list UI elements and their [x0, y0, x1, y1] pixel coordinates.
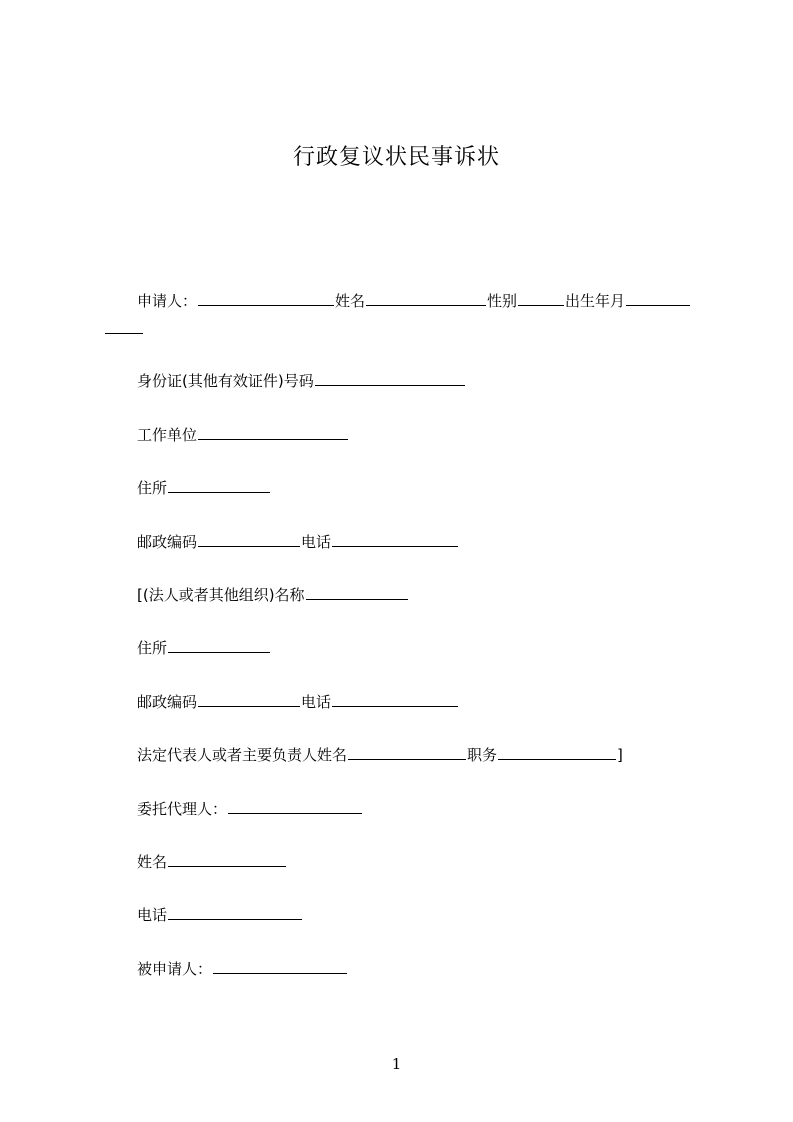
agent-name-line — [137, 852, 287, 872]
agent-phone-line — [137, 905, 303, 925]
postcode-label: 邮政编码 — [137, 533, 198, 551]
org-name-line — [137, 585, 409, 605]
birth-blank[interactable] — [626, 291, 690, 306]
org-postcode-blank[interactable] — [198, 692, 300, 707]
address-line — [137, 478, 271, 498]
applicant-blank[interactable] — [198, 291, 334, 306]
name-label: 姓名 — [335, 292, 366, 310]
id-blank[interactable] — [315, 371, 465, 386]
work-unit-label: 工作单位 — [137, 426, 198, 444]
birth-blank-continued[interactable] — [105, 319, 143, 334]
respondent-line — [137, 959, 348, 979]
org-address-label: 住所 — [137, 639, 168, 657]
agent-blank[interactable] — [228, 799, 362, 814]
org-name-blank[interactable] — [306, 585, 408, 600]
org-postcode-label: 邮政编码 — [137, 693, 198, 711]
address-blank[interactable] — [168, 478, 270, 493]
document-title: 行政复议状民事诉状 — [292, 145, 500, 170]
phone-blank[interactable] — [332, 532, 458, 547]
agent-phone-blank[interactable] — [168, 905, 302, 920]
applicant-label: 申请人： — [137, 292, 198, 310]
legal-rep-line — [137, 745, 623, 765]
birth-label: 出生年月 — [565, 292, 626, 310]
id-line — [137, 371, 466, 391]
org-phone-label: 电话 — [301, 693, 332, 711]
agent-phone-label: 电话 — [137, 906, 168, 924]
agent-line — [137, 799, 363, 819]
applicant-line — [137, 291, 691, 311]
respondent-blank[interactable] — [213, 959, 347, 974]
org-postcode-phone-line — [137, 692, 459, 712]
org-name-label: [(法人或者其他组织)名称 — [137, 586, 305, 604]
gender-blank[interactable] — [518, 291, 564, 306]
postcode-blank[interactable] — [198, 532, 300, 547]
closing-bracket: ] — [617, 746, 623, 764]
work-unit-blank[interactable] — [198, 425, 348, 440]
work-unit-line — [137, 425, 349, 445]
page-number: 1 — [391, 1055, 402, 1073]
phone-label: 电话 — [301, 533, 332, 551]
address-label: 住所 — [137, 479, 168, 497]
position-blank[interactable] — [498, 745, 616, 760]
legal-rep-label: 法定代表人或者主要负责人姓名 — [137, 746, 348, 764]
org-address-line — [137, 638, 271, 658]
legal-rep-blank[interactable] — [348, 745, 466, 760]
position-label: 职务 — [467, 746, 498, 764]
org-address-blank[interactable] — [168, 638, 270, 653]
agent-name-label: 姓名 — [137, 853, 168, 871]
agent-name-blank[interactable] — [168, 852, 286, 867]
id-label: 身份证(其他有效证件)号码 — [137, 372, 314, 390]
org-phone-blank[interactable] — [332, 692, 458, 707]
gender-label: 性别 — [487, 292, 518, 310]
respondent-label: 被申请人： — [137, 960, 213, 978]
name-blank[interactable] — [366, 291, 486, 306]
postcode-phone-line — [137, 532, 459, 552]
agent-label: 委托代理人： — [137, 800, 228, 818]
